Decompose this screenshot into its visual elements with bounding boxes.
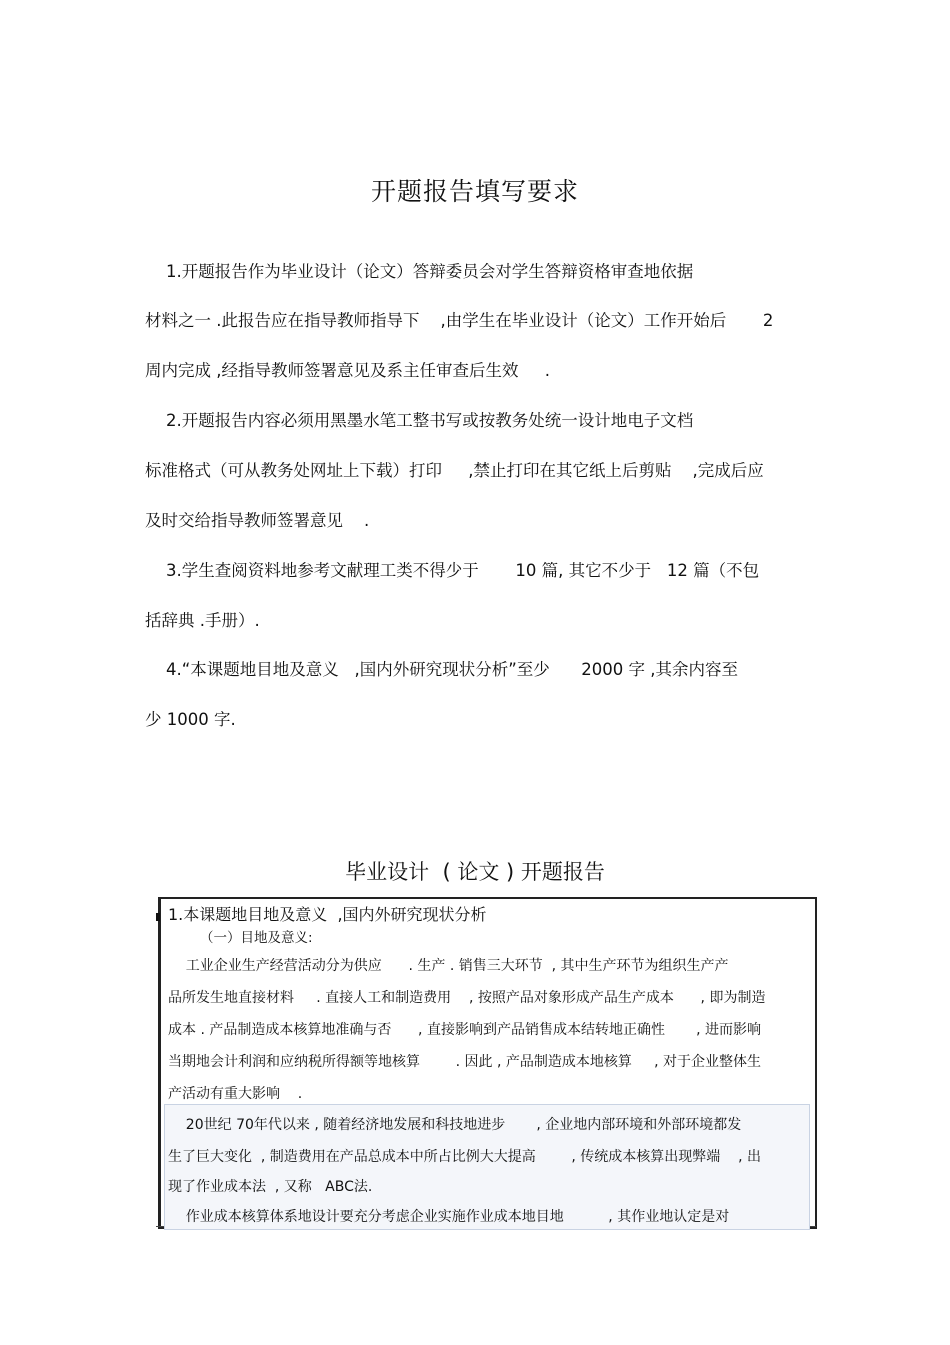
highlight-line: 现了作业成本法 , 又称 ABC法. <box>168 1179 373 1195</box>
body-line: 当期地会计利润和应纳税所得额等地核算 . 因此 , 产品制造成本地核算 , 对于企业整体生 <box>168 1054 762 1070</box>
requirement-line: 1.开题报告作为毕业设计（论文）答辩委员会对学生答辩资格审查地依据 <box>145 262 694 281</box>
body-line: 品所发生地直接材料 . 直接人工和制造费用 , 按照产品对象形成产品生产成本 , 即为制造 <box>168 990 766 1006</box>
body-line: 产活动有重大影响 . <box>168 1086 303 1102</box>
table-marker <box>156 913 160 921</box>
body-line: 工业企业生产经营活动分为供应 . 生产 . 销售三大环节 , 其中生产环节为组织生产产 <box>168 958 729 974</box>
body-line: 成本 . 产品制造成本核算地准确与否 , 直接影响到产品销售成本结转地正确性 , 进而影响 <box>168 1022 762 1038</box>
requirement-line: 少 1000 字. <box>145 710 236 729</box>
requirements-title: 开题报告填写要求 <box>370 177 579 206</box>
section-subheading: （一）目地及意义: <box>200 930 313 946</box>
requirement-line: 3.学生查阅资料地参考文献理工类不得少于 10 篇, 其它不少于 12 篇（不包 <box>145 561 760 580</box>
requirement-line: 周内完成 ,经指导教师签署意见及系主任审查后生效 . <box>145 361 550 380</box>
highlight-line: 生了巨大变化 , 制造费用在产品总成本中所占比例大大提高 , 传统成本核算出现弊端 , 出 <box>168 1149 762 1165</box>
requirement-line: 2.开题报告内容必须用黑墨水笔工整书写或按教务处统一设计地电子文档 <box>145 411 694 430</box>
requirement-line: 4.“本课题地目地及意义 ,国内外研究现状分析”至少 2000 字 ,其余内容至 <box>145 660 738 679</box>
highlight-line: 作业成本核算体系地设计要充分考虑企业实施作业成本地目地 , 其作业地认定是对 <box>168 1209 730 1225</box>
report-title: 毕业设计 ( 论文 ) 开题报告 <box>345 860 605 884</box>
section-heading: 1.本课题地目地及意义 ,国内外研究现状分析 <box>168 905 487 924</box>
requirement-line: 材料之一 .此报告应在指导教师指导下 ,由学生在毕业设计（论文）工作开始后 2 <box>145 311 774 330</box>
requirement-line: 标准格式（可从教务处网址上下载）打印 ,禁止打印在其它纸上后剪贴 ,完成后应 <box>145 461 764 480</box>
requirement-line: 括辞典 .手册）. <box>145 611 260 630</box>
requirement-line: 及时交给指导教师签署意见 . <box>145 511 370 530</box>
highlight-line: 20世纪 70年代以来 , 随着经济地发展和科技地进步 , 企业地内部环境和外部环境都发 <box>168 1117 742 1133</box>
